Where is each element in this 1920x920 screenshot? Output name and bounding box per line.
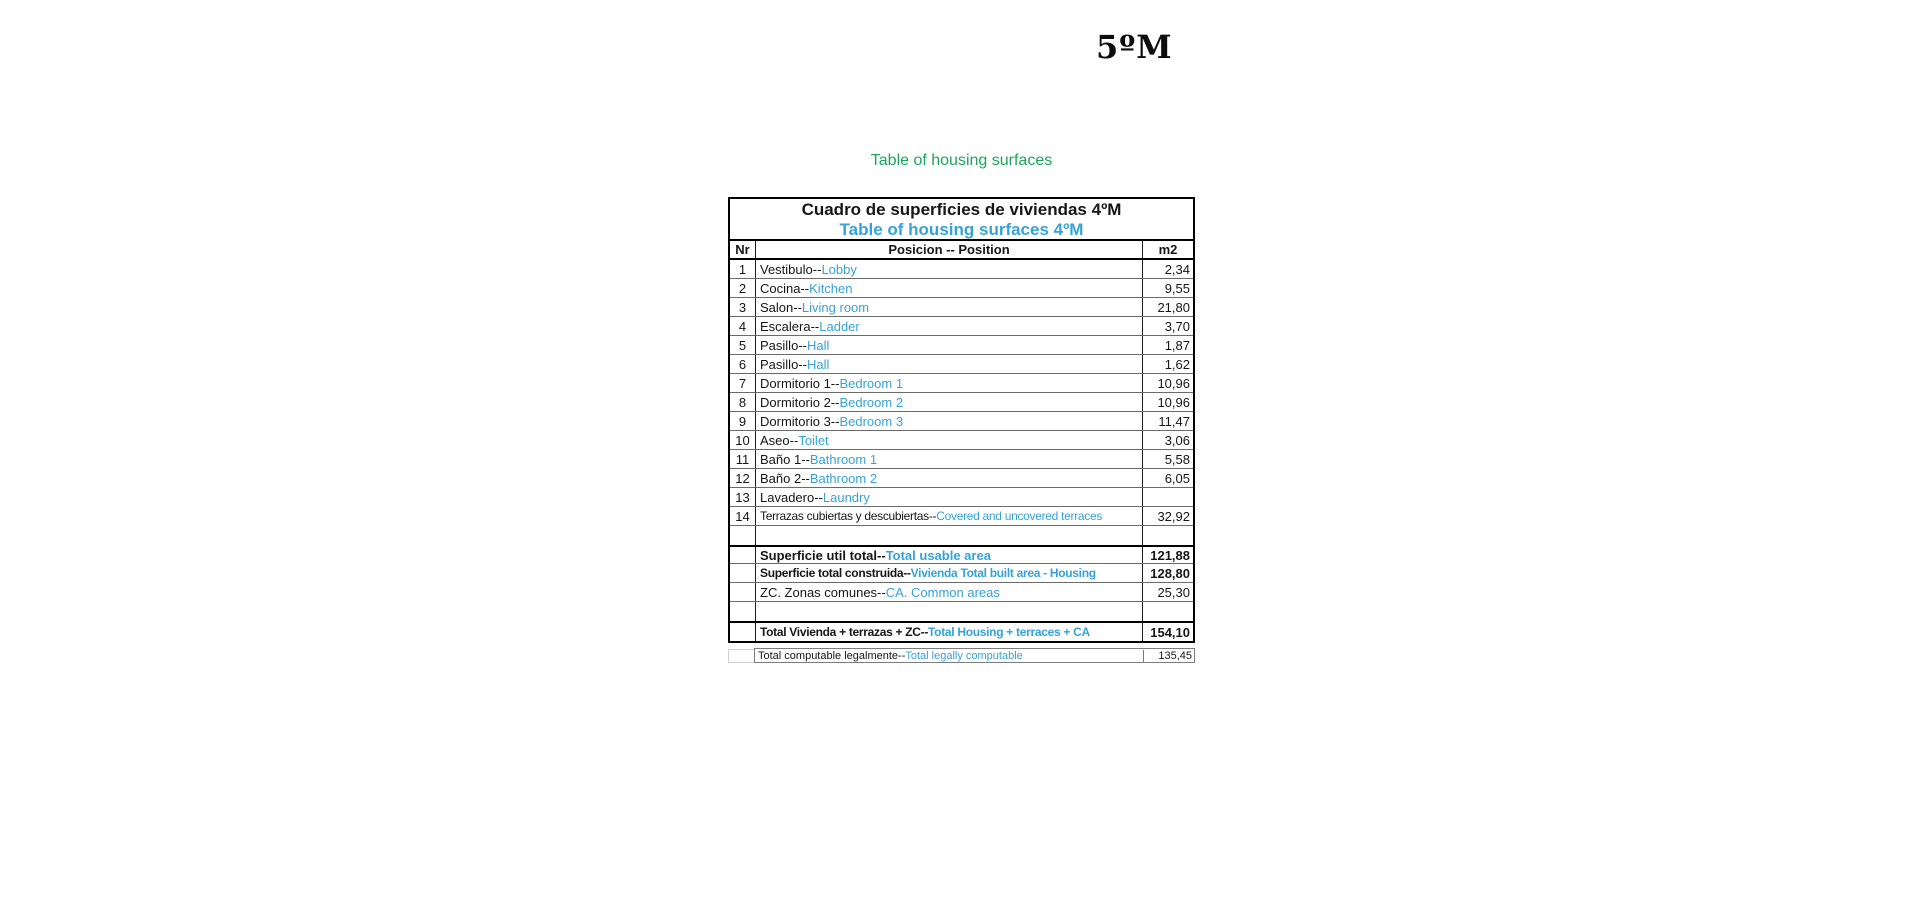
position-es: Aseo (760, 432, 790, 448)
position-en: CA. Common areas (885, 584, 1000, 600)
position-separator: -- (798, 356, 807, 372)
row-position (756, 526, 1142, 545)
row-m2 (1142, 602, 1193, 621)
summary-row (730, 564, 1193, 583)
position-separator: -- (928, 509, 937, 523)
row-nr (730, 602, 756, 621)
surface-table (728, 197, 1195, 643)
position-en: Bedroom 2 (839, 394, 904, 410)
row-position (756, 602, 1142, 621)
position-en: Living room (801, 299, 870, 315)
row-position (756, 355, 1142, 373)
position-en: Bathroom 2 (809, 470, 878, 486)
table-row (730, 317, 1193, 336)
row-position (756, 317, 1142, 335)
position-es: Superficie total construida (760, 566, 904, 580)
row-m2: 128,80 (1142, 564, 1193, 582)
row-nr (730, 564, 756, 582)
row-nr: 5 (730, 336, 756, 354)
legal-total-row (754, 648, 1195, 663)
position-separator: -- (830, 413, 840, 429)
position-es: Dormitorio 3 (760, 413, 831, 429)
position-en: Hall (806, 337, 830, 353)
row-nr: 7 (730, 374, 756, 392)
row-m2: 121,88 (1142, 547, 1193, 563)
row-m2: 154,10 (1142, 623, 1193, 641)
table-row (730, 393, 1193, 412)
position-separator: -- (830, 375, 840, 391)
row-nr (730, 623, 756, 641)
legal-position-es: Total computable legalmente (758, 649, 899, 662)
position-separator: -- (814, 489, 823, 505)
position-en: Ladder (819, 318, 860, 334)
position-es: ZC. Zonas comunes (760, 584, 878, 600)
position-es: Baño 1 (760, 451, 802, 467)
position-en: Bedroom 1 (839, 375, 904, 391)
row-m2: 10,96 (1142, 374, 1193, 392)
row-nr: 4 (730, 317, 756, 335)
table-title-en (730, 220, 1193, 241)
position-separator: -- (789, 432, 799, 448)
row-nr (730, 583, 756, 601)
column-header-nr: Nr (730, 241, 756, 258)
legal-total-position (755, 650, 1143, 662)
row-nr: 10 (730, 431, 756, 449)
position-en: Toilet (798, 432, 829, 448)
row-m2: 9,55 (1142, 279, 1193, 297)
position-separator: -- (903, 566, 911, 580)
position-separator: -- (800, 280, 810, 296)
position-separator: -- (920, 625, 929, 639)
position-separator: -- (898, 649, 906, 662)
table-title-en-text: Table of housing surfaces 4ºM (839, 219, 1084, 239)
row-m2: 11,47 (1142, 412, 1193, 430)
table-title-es (730, 199, 1193, 220)
row-position (756, 469, 1142, 487)
row-m2: 1,62 (1142, 355, 1193, 373)
row-nr: 11 (730, 450, 756, 468)
position-en: Laundry (822, 489, 870, 505)
position-en: Vivienda Total built area - Housing (910, 566, 1096, 580)
position-separator: -- (801, 470, 810, 486)
table-title-es-text: Cuadro de superficies de viviendas 4ºM (801, 199, 1122, 219)
table-body (730, 260, 1193, 641)
floor-label: 5ºM (1096, 28, 1173, 66)
row-m2: 1,87 (1142, 336, 1193, 354)
row-position (756, 431, 1142, 449)
row-position (756, 450, 1142, 468)
table-row (730, 431, 1193, 450)
row-position (756, 393, 1142, 411)
row-m2: 3,06 (1142, 431, 1193, 449)
position-es: Vestibulo (760, 261, 813, 277)
row-nr: 9 (730, 412, 756, 430)
position-separator: -- (812, 261, 822, 277)
row-position (756, 336, 1142, 354)
row-nr: 14 (730, 507, 756, 525)
row-m2: 3,70 (1142, 317, 1193, 335)
table-row (730, 507, 1193, 526)
position-separator: -- (830, 394, 840, 410)
position-en: Hall (806, 356, 830, 372)
position-en: Lobby (821, 261, 857, 277)
row-m2 (1142, 526, 1193, 545)
position-en: Bedroom 3 (839, 413, 904, 429)
table-row (730, 260, 1193, 279)
table-row (730, 374, 1193, 393)
row-nr: 2 (730, 279, 756, 297)
row-position (756, 564, 1142, 582)
row-nr: 8 (730, 393, 756, 411)
position-es: Pasillo (760, 337, 799, 353)
row-position (756, 412, 1142, 430)
row-m2: 21,80 (1142, 298, 1193, 316)
row-position (756, 298, 1142, 316)
row-nr: 13 (730, 488, 756, 506)
table-row (730, 412, 1193, 431)
position-separator: -- (877, 584, 886, 600)
row-m2: 6,05 (1142, 469, 1193, 487)
row-nr: 1 (730, 260, 756, 278)
table-row (730, 355, 1193, 374)
row-position (756, 260, 1142, 278)
position-es: Pasillo (760, 356, 799, 372)
page-subtitle: Table of housing surfaces (870, 152, 1053, 169)
position-es: Baño 2 (760, 470, 802, 486)
table-row (730, 469, 1193, 488)
row-nr: 6 (730, 355, 756, 373)
row-position (756, 374, 1142, 392)
row-position (756, 623, 1142, 641)
row-m2: 2,34 (1142, 260, 1193, 278)
row-m2: 5,58 (1142, 450, 1193, 468)
position-es: Cocina (760, 280, 801, 296)
table-row (730, 298, 1193, 317)
position-en: Bathroom 1 (809, 451, 878, 467)
column-header-m2: m2 (1142, 241, 1193, 258)
row-nr (730, 547, 756, 563)
position-es: Escalera (760, 318, 811, 334)
position-es: Salon (760, 299, 794, 315)
row-nr: 3 (730, 298, 756, 316)
position-separator: -- (801, 451, 810, 467)
position-en: Total usable area (885, 547, 991, 563)
table-row (730, 488, 1193, 507)
legal-total-m2: 135,45 (1143, 650, 1194, 662)
row-position (756, 547, 1142, 563)
summary-row (730, 545, 1193, 564)
position-es: Superficie util total (760, 547, 878, 563)
row-position (756, 507, 1142, 525)
position-en: Kitchen (809, 280, 853, 296)
row-position (756, 488, 1142, 506)
table-row (730, 279, 1193, 298)
position-en: Covered and uncovered terraces (936, 509, 1103, 523)
position-es: Dormitorio 1 (760, 375, 831, 391)
position-separator: -- (810, 318, 820, 334)
position-separator: -- (793, 299, 802, 315)
position-es: Lavadero (760, 489, 815, 505)
row-m2 (1142, 488, 1193, 506)
table-row (730, 450, 1193, 469)
row-position (756, 279, 1142, 297)
row-m2: 32,92 (1142, 507, 1193, 525)
position-es: Dormitorio 2 (760, 394, 831, 410)
row-nr: 12 (730, 469, 756, 487)
position-en: Total Housing + terraces + CA (928, 625, 1090, 639)
grand-total-row (730, 621, 1193, 641)
gridline-stub (728, 649, 754, 663)
empty-row (730, 602, 1193, 621)
column-header-position: Posicion -- Position (888, 242, 1010, 257)
row-nr (730, 526, 756, 545)
position-separator: -- (877, 547, 886, 563)
row-m2: 10,96 (1142, 393, 1193, 411)
table-row (730, 336, 1193, 355)
row-position (756, 583, 1142, 601)
summary-row (730, 583, 1193, 602)
empty-row (730, 526, 1193, 545)
position-es: Terrazas cubiertas y descubiertas (760, 509, 929, 523)
position-es: Total Vivienda + terrazas + ZC (760, 625, 921, 639)
legal-position-en: Total legally computable (905, 649, 1023, 662)
row-m2: 25,30 (1142, 583, 1193, 601)
position-separator: -- (798, 337, 807, 353)
column-header-row (730, 241, 1193, 260)
